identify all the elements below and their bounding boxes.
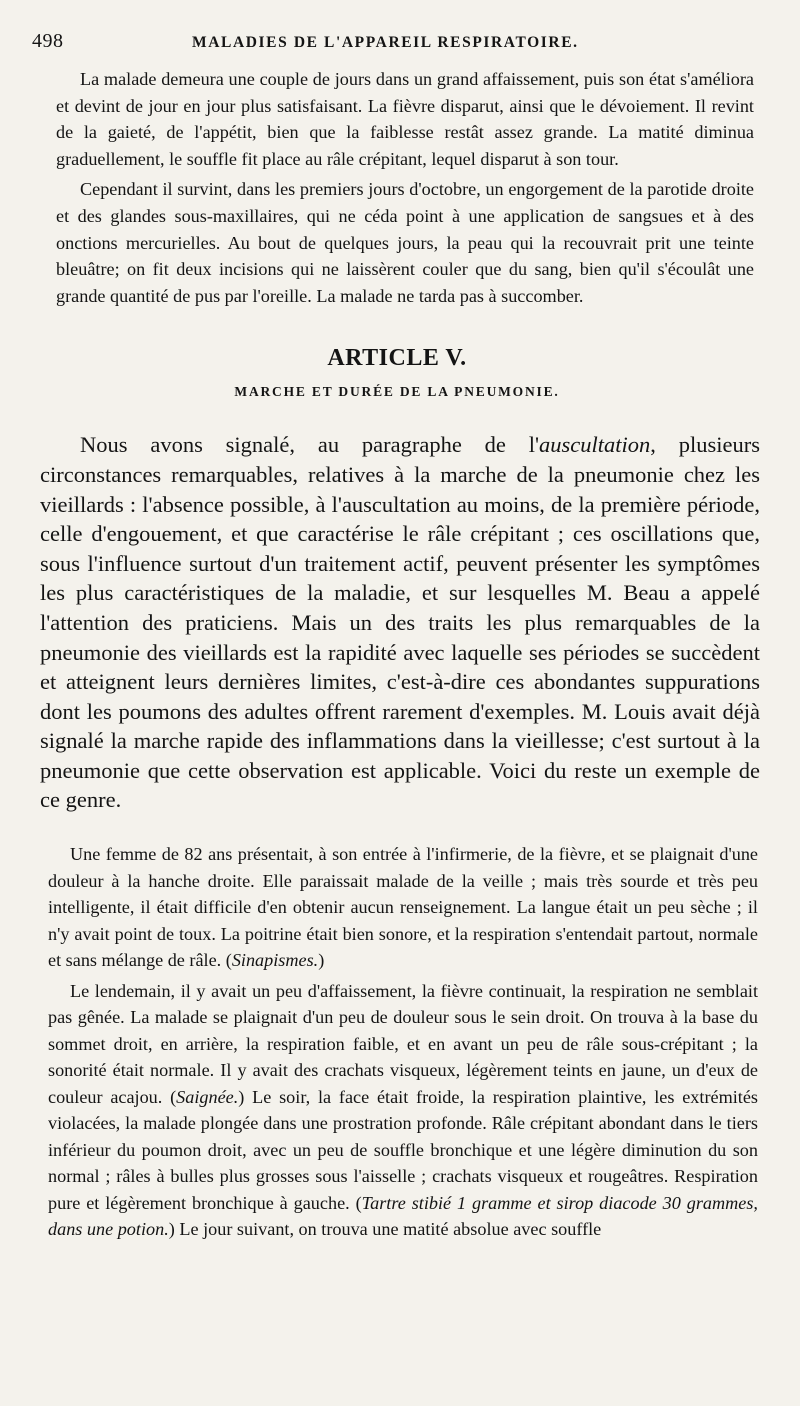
text-run: ) Le soir, la face était froide, la respiration plaintive, les extrémités violacées, la malade plongée dans une prostration profonde. Râle crépitant abondant dans le tiers inférieur du poumon droit, avec un peu de souffle bronchique et une légère diminution du son normal ; râles à bulles plus grosses sous l'aisselle ; crachats visqueux et rougeâtres. Respiration pure et légèrement bronchique à gauche. (: [48, 1086, 758, 1213]
text-run: Nous avons signalé, au paragraphe de l': [80, 432, 540, 458]
article-subtitle: MARCHE ET DURÉE DE LA PNEUMONIE.: [234, 384, 560, 400]
italic-text: auscultation: [539, 432, 651, 458]
running-head: MALADIES DE L'APPAREIL RESPIRATOIRE.: [192, 34, 579, 51]
italic-text: Tartre stibié 1 gramme et sirop diacode 30 grammes, dans une potion.: [48, 1192, 758, 1240]
paragraph: Cependant il survint, dans les premiers jours d'octobre, un engorgement de la parotide droite et des glandes sous-maxillaires, qui ne céda point à une application de sangsues et à des onctions mercurielles. Au bout de quelques jours, la peau qui la recouvrait prit une teinte bleuâtre; on fit deux incisions qui ne laissèrent couler que du sang, bien qu'il s'écoulât une grande quantité de pus par l'oreille. La malade ne tarda pas à succomber.: [56, 179, 754, 306]
paragraph: [48, 978, 758, 1243]
page-number: 498: [32, 30, 64, 52]
text-run: , plusieurs circonstances remarquables, relatives à la marche de la pneumonie chez les vieillards : l'absence possible, à l'auscultation au moins, de la première période, celle d'engouement, et que caractérise le râle crépitant ; ces oscillations que, sous l'influence surtout d'un traitement actif, peuvent présenter les symptômes les plus caractéristiques de la maladie, et sur lesquelles M. Beau a appelé l'attention des praticiens. Mais un des traits les plus remarquables de la pneumonie des vieillards est la rapidité avec laquelle ses périodes se succèdent et atteignent leurs dernières limites, c'est-à-dire ces abondantes suppurations dont les poumons des adultes offrent rarement d'exemples. M. Louis avait déjà signalé la marche rapide des inflammations dans la vieillesse; c'est surtout à la pneumonie que cette observation est applicable. Voici du reste un exemple de ce genre.: [40, 432, 760, 813]
paragraph: [40, 430, 760, 815]
text-run: Une femme de 82 ans présentait, à son entrée à l'infirmerie, de la fièvre, et se plaignait d'une douleur à la hanche droite. Elle paraissait malade de la veille ; mais très sourde et très peu intelligente, il était difficile d'en obtenir aucun renseignement. La langue était un peu sèche ; il n'y avait point de toux. La poitrine était bien sonore, et la respiration s'entendait partout, normale et sans mélange de râle. (: [48, 844, 758, 971]
page-header: [32, 30, 762, 66]
text-run: ): [318, 950, 325, 971]
case-text: [32, 841, 762, 1243]
paragraph: La malade demeura une couple de jours dans un grand affaissement, puis son état s'améliora et devint de jour en jour plus satisfaisant. La fièvre disparut, ainsi que le dévoiement. Il revint de la gaieté, de l'appétit, bien que la faiblesse restât assez grande. La matité diminua graduellement, le souffle fit place au râle crépitant, lequel disparut à son tour.: [56, 69, 754, 169]
text-run: Le lendemain, il y avait un peu d'affaissement, la fièvre continuait, la respiration ne semblait pas gênée. La malade se plaignait d'un peu de douleur sous le sein droit. On trouva à la base du sommet droit, en arrière, la respiration faible, et en avant un peu de râle sous-crépitant ; la sonorité était normale. Il y avait des crachats visqueux, légèrement teints en jaune, un d'eux de couleur acajou. (: [48, 980, 758, 1107]
article-title: ARTICLE V.: [327, 345, 467, 372]
italic-text: Saignée.: [176, 1086, 239, 1107]
intro-text: [32, 66, 762, 309]
text-run: ) Le jour suivant, on trouva une matité absolue avec souffle: [168, 1219, 602, 1240]
paragraph: [48, 841, 758, 974]
italic-text: Sinapismes.: [231, 950, 319, 971]
main-text: [32, 430, 762, 815]
